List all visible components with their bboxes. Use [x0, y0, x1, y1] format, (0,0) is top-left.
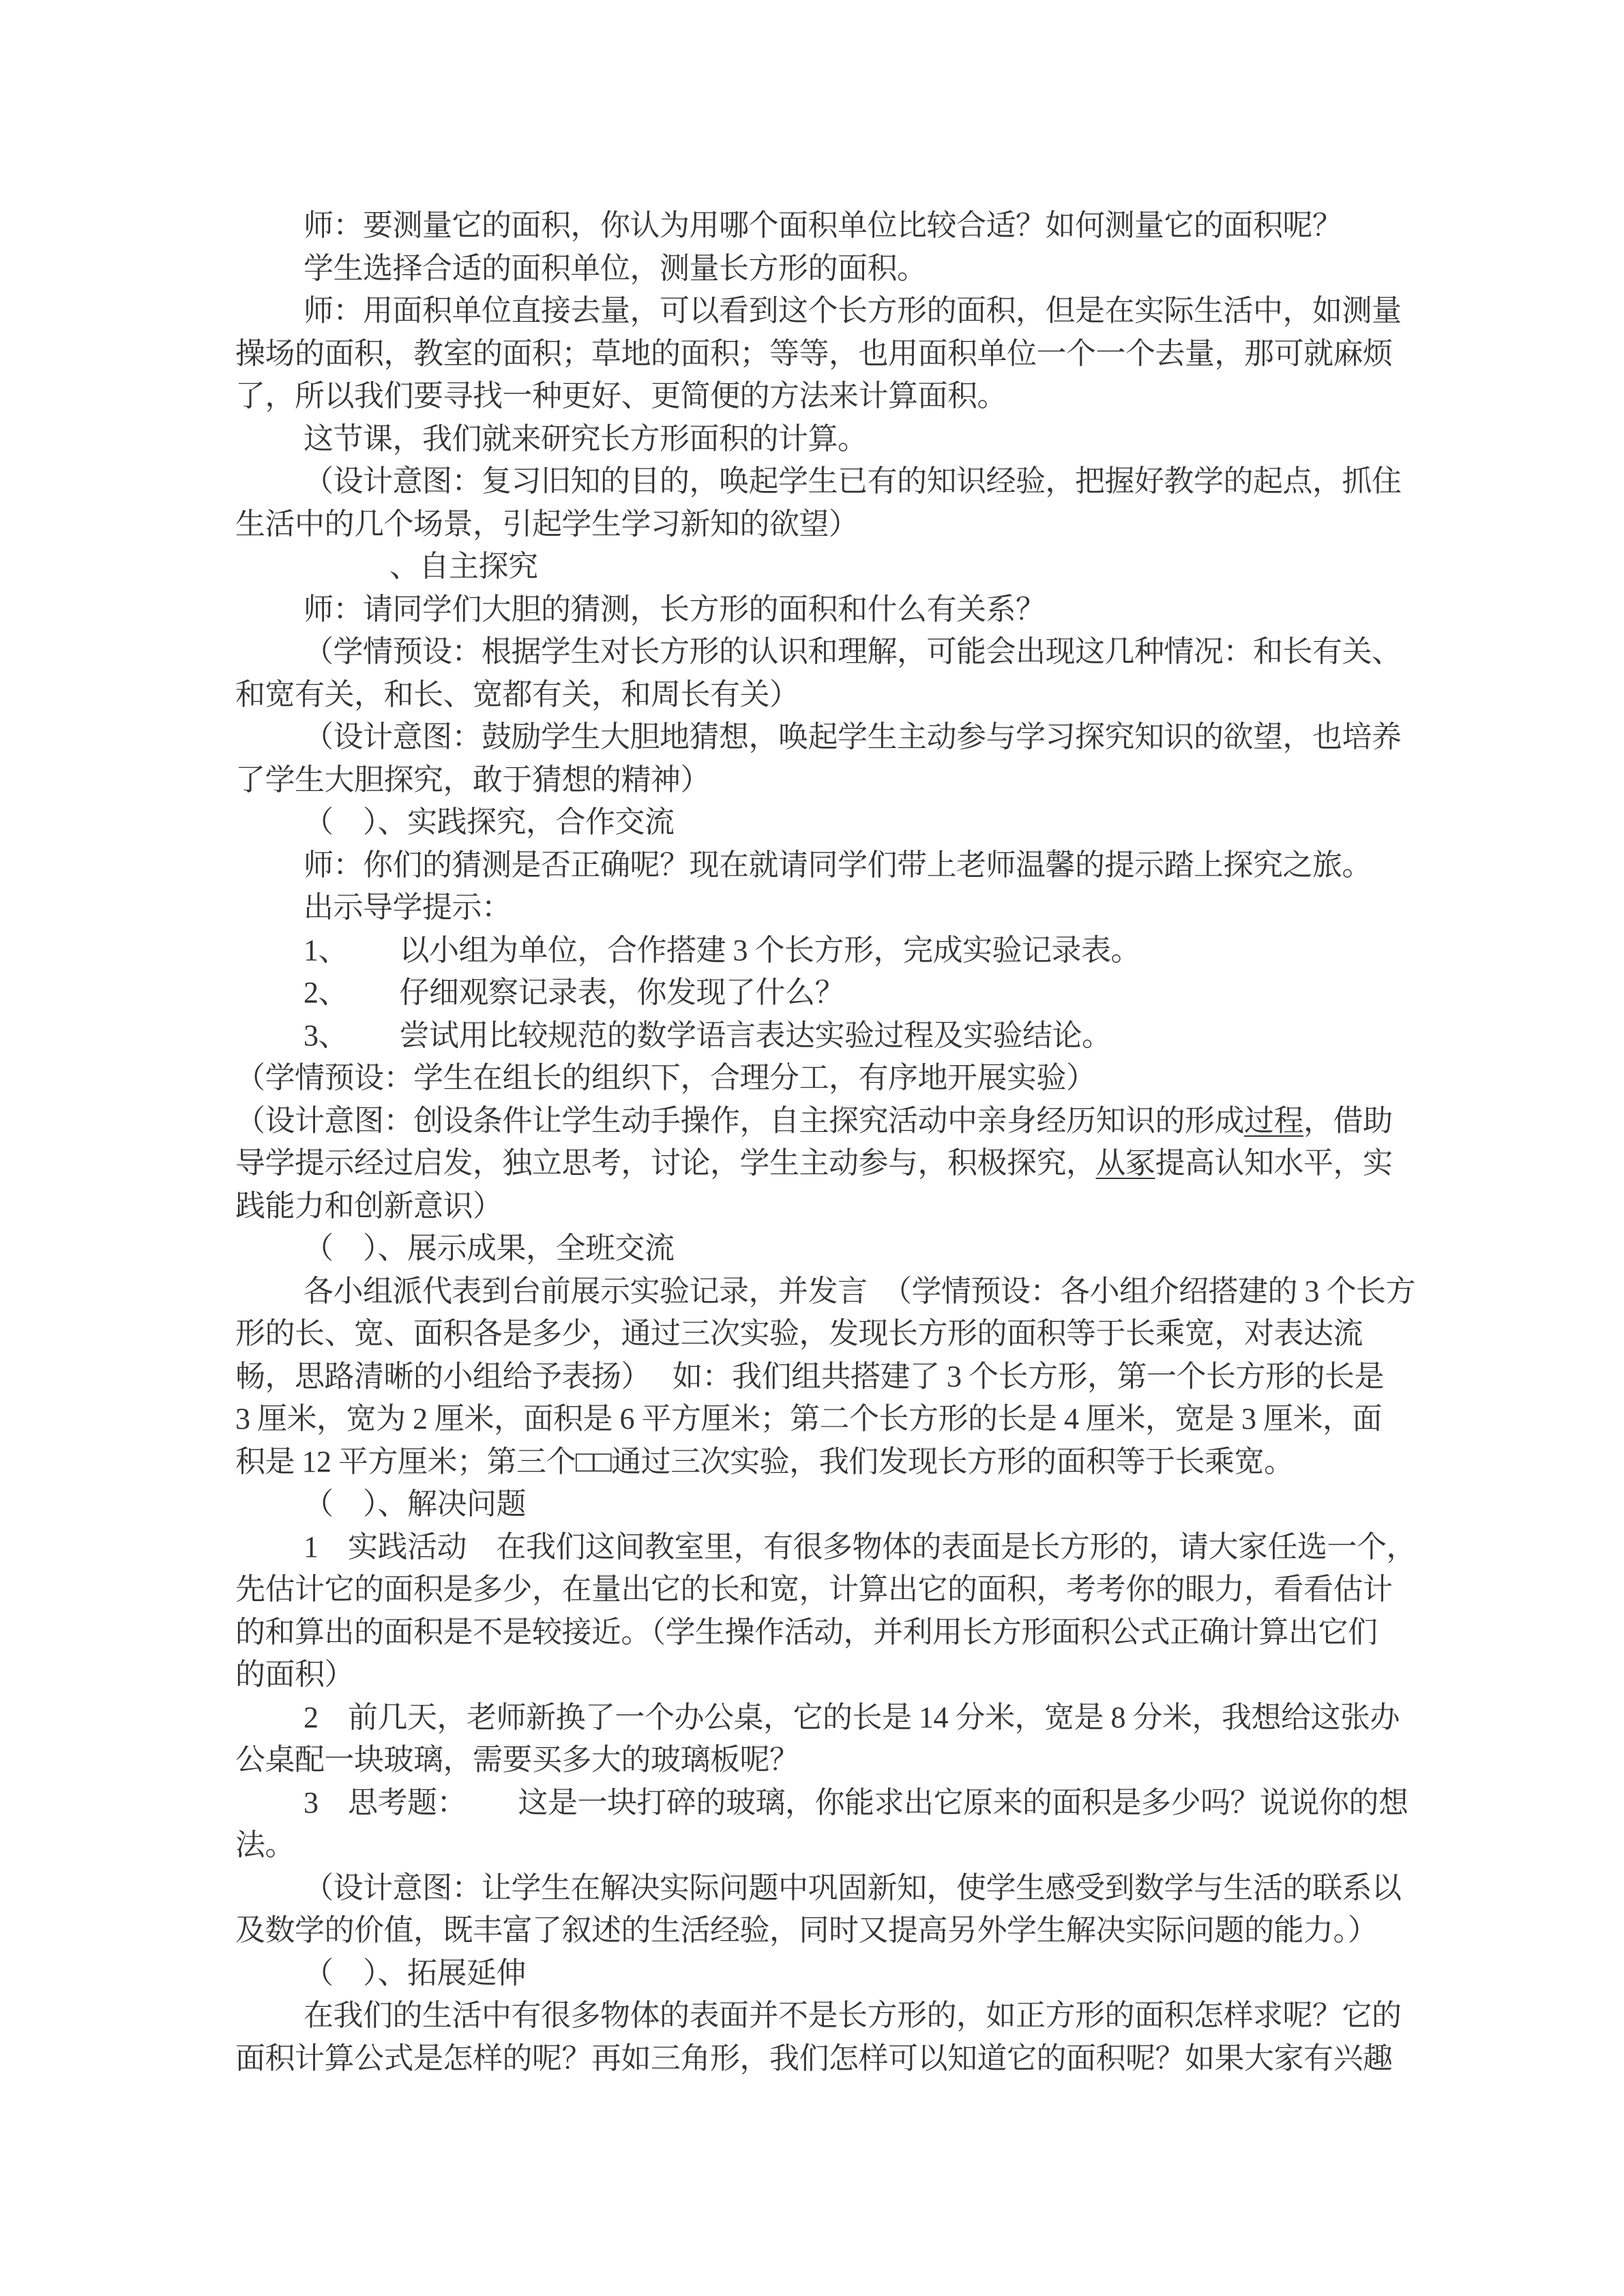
- text-line: [235, 1398, 1402, 1441]
- text-line: [235, 1824, 1402, 1867]
- text-line: [235, 1782, 1408, 1825]
- text-segment: 导学提示经过启发，独立思考，讨论，学生主动参与，积极探究，: [235, 1146, 1096, 1180]
- text-line: [235, 759, 1402, 802]
- text-line: [235, 1356, 1402, 1399]
- text-segment: （ ）、实践探究，合作交流: [304, 805, 675, 839]
- text-line: [235, 631, 1402, 674]
- text-segment: 了学生大胆探究，敢于猜想的精神）: [235, 762, 710, 796]
- text-line: [235, 674, 1402, 717]
- text-line: [235, 1611, 1402, 1654]
- text-segment: 的面积）: [235, 1658, 354, 1691]
- text-segment: （ ）、拓展延伸: [304, 1956, 526, 1990]
- text-line: [235, 375, 1402, 418]
- text-line: [235, 588, 1402, 631]
- text-line: [235, 1100, 1402, 1143]
- text-segment: 出示导学提示：: [304, 891, 512, 924]
- text-line: [235, 1995, 1402, 2038]
- text-segment: 、自主探究: [389, 550, 538, 583]
- text-segment: 畅，思路清晰的小组给予表扬） 如：我们组共搭建了 3 个长方形，第一个长方形的长是: [235, 1359, 1384, 1393]
- text-segment: 2 前几天，老师新换了一个办公桌，它的长是 14 分米，宽是 8 分米，我想给这张办: [304, 1700, 1400, 1734]
- text-line: [235, 1313, 1402, 1356]
- text-segment: 师：你们的猜测是否正确呢？现在就请同学们带上老师温馨的提示踏上探究之旅。: [304, 848, 1372, 882]
- text-line: [235, 546, 1402, 588]
- text-segment: 先估计它的面积是多少，在量出它的长和宽，计算出它的面积，考考你的眼力，看看估计: [235, 1572, 1393, 1606]
- text-line: [235, 1568, 1402, 1611]
- text-line: [235, 972, 1402, 1015]
- text-segment: 积是 12 平方厘米；第三个□□通过三次实验，我们发现长方形的面积等于长乘宽。: [235, 1444, 1294, 1478]
- text-line: [235, 1909, 1402, 1952]
- text-line: [235, 716, 1402, 759]
- text-line: [235, 1185, 1402, 1228]
- text-segment: 操场的面积，教室的面积；草地的面积；等等，也用面积单位一个一个去量，那可就麻烦: [235, 336, 1393, 370]
- text-line: [235, 248, 1402, 290]
- underlined-text: 过程: [1244, 1103, 1303, 1137]
- text-segment: 师：要测量它的面积，你认为用哪个面积单位比较合适？如何测量它的面积呢？: [304, 209, 1342, 242]
- text-line: [235, 503, 1402, 546]
- text-line: [235, 1739, 1402, 1782]
- text-line: [235, 1057, 1402, 1100]
- text-segment: 2、 仔细观察记录表，你发现了什么？: [304, 976, 844, 1009]
- text-segment: 师：用面积单位直接去量，可以看到这个长方形的面积，但是在实际生活中，如测量: [304, 294, 1402, 327]
- text-segment: 生活中的几个场景，引起学生学习新知的欲望）: [235, 507, 859, 541]
- text-segment: （学情预设：学生在组长的组织下，合理分工，有序地开展实验）: [235, 1061, 1096, 1094]
- text-line: [235, 1227, 1402, 1270]
- text-segment: 的和算出的面积是不是较接近。（学生操作活动，并利用长方形面积公式正确计算出它们: [235, 1615, 1378, 1649]
- text-segment: （ ）、解决问题: [304, 1487, 526, 1521]
- text-segment: 1、 以小组为单位，合作搭建 3 个长方形，完成实验记录表。: [304, 933, 1140, 967]
- text-segment: 3 厘米，宽为 2 厘米，面积是 6 平方厘米；第二个长方形的长是 4 厘米，宽是 3 厘米，面: [235, 1402, 1382, 1435]
- text-line: [235, 1867, 1402, 1910]
- underlined-text: 从冢: [1095, 1146, 1155, 1180]
- document-body: [235, 205, 1416, 2080]
- text-segment: 形的长、宽、面积各是多少，通过三次实验，发现长方形的面积等于长乘宽，对表达流: [235, 1317, 1363, 1350]
- text-segment: 面积计算公式是怎样的呢？再如三角形，我们怎样可以知道它的面积呢？如果大家有兴趣: [235, 2041, 1393, 2075]
- text-segment: （设计意图：让学生在解决实际问题中巩固新知，使学生感受到数学与生活的联系以: [304, 1870, 1402, 1905]
- text-segment: 提高认知水平，实: [1155, 1146, 1393, 1180]
- text-segment: 了，所以我们要寻找一种更好、更简便的方法来计算面积。: [235, 379, 1007, 413]
- text-line: [235, 1483, 1402, 1526]
- text-line: [235, 929, 1402, 972]
- text-line: [235, 418, 1402, 461]
- text-segment: 法。: [235, 1828, 295, 1862]
- text-segment: 各小组派代表到台前展示实验记录，并发言 （学情预设：各小组介绍搭建的 3 个长方: [304, 1274, 1415, 1308]
- text-line: [235, 1697, 1402, 1740]
- text-line: [235, 1015, 1402, 1058]
- text-line: [235, 886, 1402, 929]
- text-line: [235, 2038, 1402, 2081]
- text-segment: 3 思考题： 这是一块打碎的玻璃，你能求出它原来的面积是多少吗？说说你的想: [304, 1785, 1408, 1819]
- text-segment: 3、 尝试用比较规范的数学语言表达实验过程及实验结论。: [304, 1018, 1112, 1052]
- text-segment: 师：请同学们大胆的猜测，长方形的面积和什么有关系？: [304, 592, 1046, 626]
- text-segment: （ ）、展示成果，全班交流: [304, 1232, 675, 1265]
- text-segment: 在我们的生活中有很多物体的表面并不是长方形的，如正方形的面积怎样求呢？它的: [304, 1999, 1402, 2032]
- text-segment: （设计意图：鼓励学生大胆地猜想，唤起学生主动参与学习探究知识的欲望，也培养: [304, 720, 1402, 754]
- text-segment: （设计意图：复习旧知的目的，唤起学生已有的知识经验，把握好教学的起点，抓住: [304, 464, 1402, 498]
- text-line: [235, 1654, 1402, 1697]
- text-line: [235, 1270, 1415, 1313]
- text-line: [235, 333, 1402, 376]
- text-segment: ，借助: [1303, 1103, 1393, 1137]
- text-segment: 及数学的价值，既丰富了叙述的生活经验，同时又提高另外学生解决实际问题的能力。）: [235, 1913, 1378, 1947]
- text-segment: 和宽有关，和长、宽都有关，和周长有关）: [235, 677, 799, 711]
- text-line: [235, 1952, 1402, 1995]
- text-line: [235, 1142, 1402, 1185]
- text-line: [235, 290, 1402, 333]
- text-line: [235, 460, 1402, 503]
- text-line: [235, 1441, 1402, 1484]
- text-line: [235, 801, 1402, 844]
- text-segment: 这节课，我们就来研究长方形面积的计算。: [304, 421, 868, 456]
- text-segment: 学生选择合适的面积单位，测量长方形的面积。: [304, 251, 927, 285]
- text-line: [235, 1526, 1416, 1569]
- text-segment: 1 实践活动 在我们这间教室里，有很多物体的表面是长方形的，请大家任选一个，: [304, 1530, 1416, 1564]
- text-line: [235, 205, 1402, 248]
- text-line: [235, 844, 1402, 887]
- text-segment: （学情预设：根据学生对长方形的认识和理解，可能会出现这几种情况：和长有关、: [304, 635, 1402, 668]
- text-segment: 公桌配一块玻璃，需要买多大的玻璃板呢？: [235, 1743, 799, 1776]
- text-segment: 践能力和创新意识）: [235, 1189, 503, 1223]
- text-segment: （设计意图：创设条件让学生动手操作，自主探究活动中亲身经历知识的形成: [235, 1103, 1244, 1137]
